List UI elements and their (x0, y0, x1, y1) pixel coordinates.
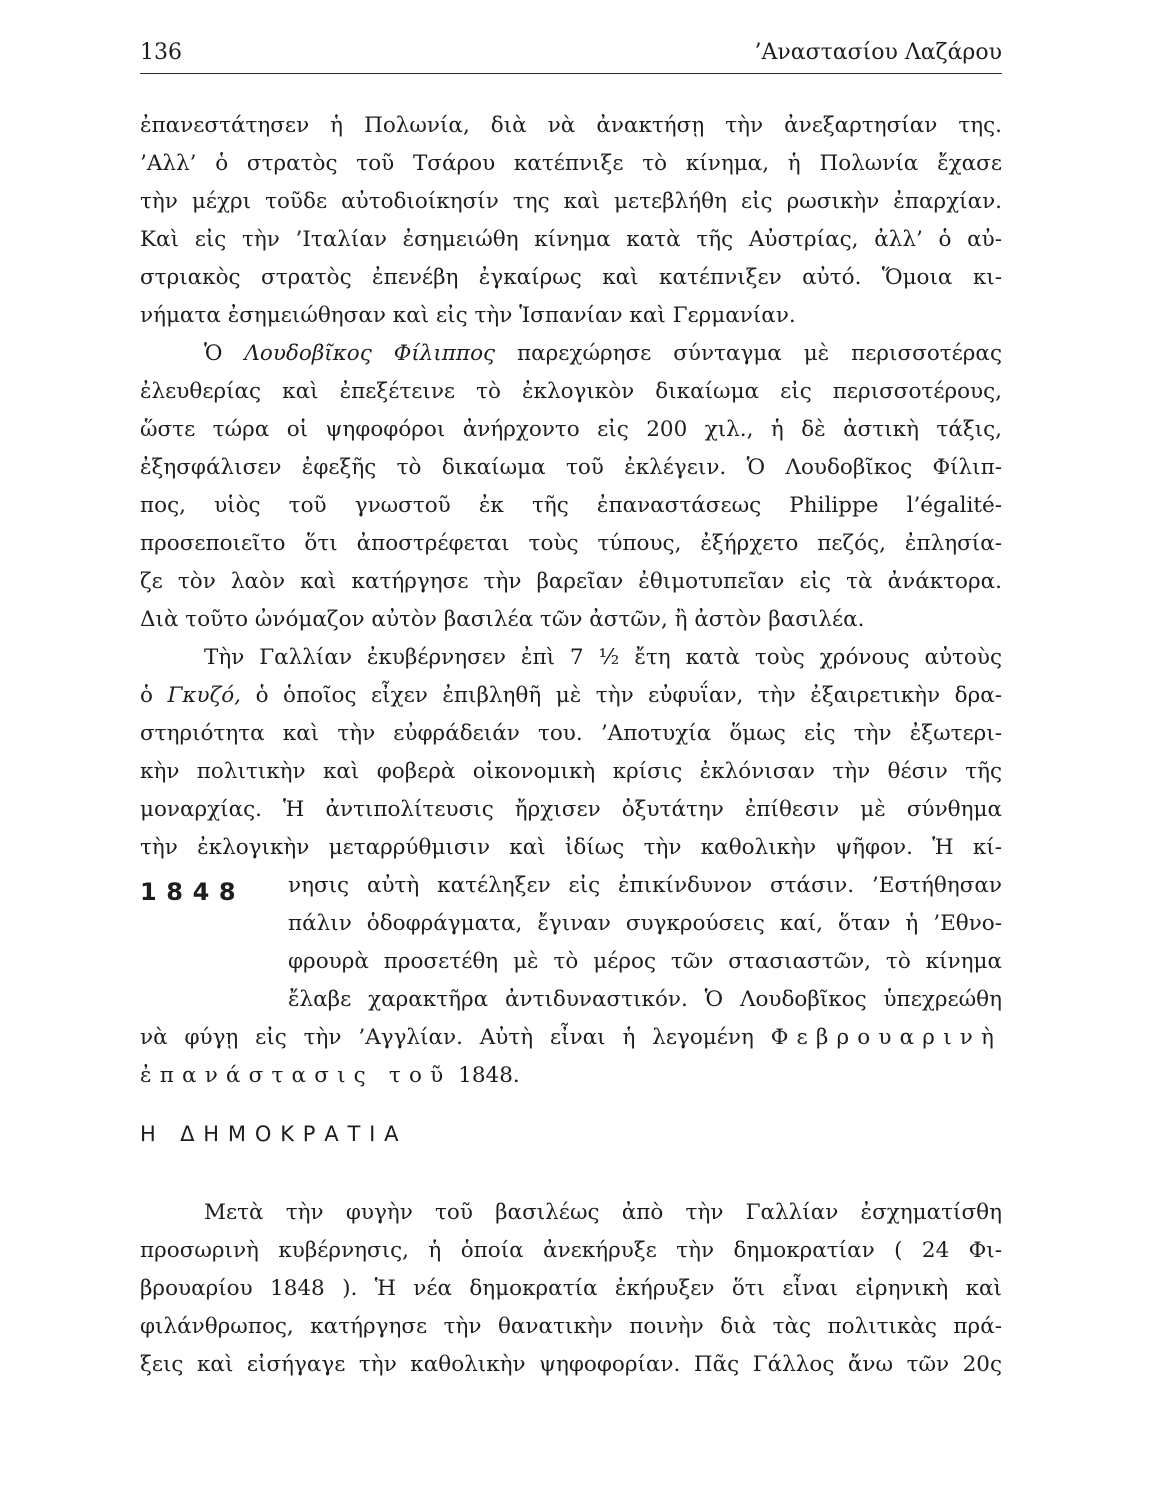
text-line (140, 1019, 1002, 1057)
spaced-term: ἐπανάστασις τοῦ (140, 1063, 452, 1088)
text-line: ἐλευθερίας καὶ ἐπεξέτεινε τὸ ἐκλογικὸν δικαίωμα εἰς περισσοτέρους, (140, 379, 1002, 404)
running-title: ’Αναστασίου Λαζάρου (754, 40, 1002, 65)
text-line: προσεποιεῖτο ὅτι ἀποστρέφεται τοὺς τύπους, ἐξήρχετο πεζός, ἐπλησία- (140, 531, 1002, 556)
text-line: ξεις καὶ εἰσήγαγε τὴν καθολικὴν ψηφοφορίαν. Πᾶς Γάλλος ἄνω τῶν 20ς (140, 1352, 1002, 1377)
text-line: νησις αὐτὴ κατέληξεν εἰς ἐπικίνδυνον στάσιν. ’Εστήθησαν (288, 873, 1002, 898)
text-line: μοναρχίας. Ἡ ἀντιπολίτευσις ἤρχισεν ὀξυτάτην ἐπίθεσιν μὲ σύνθημα (140, 797, 1002, 822)
section-heading: Η ΔΗΜΟΚΡΑΤΙΑ (140, 1122, 408, 1146)
text-span: Ὁ (204, 341, 223, 366)
text-span: νὰ φύγῃ εἰς τὴν ’Αγγλίαν. Αὐτὴ εἶναι ἡ λεγομένη (140, 1025, 754, 1050)
text-line: πάλιν ὁδοφράγματα, ἔγιναν συγκρούσεις καί, ὅταν ἡ ’Εθνο- (288, 911, 1002, 936)
text-span: ὁ ὁποῖος εἶχεν ἐπιβληθῆ μὲ τὴν εὐφυΐαν, τὴν ἐξαιρετικὴν δρα- (255, 683, 1002, 708)
body-text-upper (140, 107, 1002, 1095)
body-text-lower (140, 1194, 1002, 1384)
text-line: Καὶ εἰς τὴν ’Ιταλίαν ἐσημειώθη κίνημα κατὰ τῆς Αὐστρίας, ἀλλ’ ὁ αὐ- (140, 227, 1002, 252)
text-line: κὴν πολιτικὴν καὶ φοβερὰ οἰκονομικὴ κρίσις ἐκλόνισαν τὴν θέσιν τῆς (140, 759, 1002, 784)
text-line: στριακὸς στρατὸς ἐπενέβη ἐγκαίρως καὶ κατέπνιξεν αὐτό. Ὅμοια κι- (140, 265, 1002, 290)
spaced-term: Φεβρουαρινὴ (770, 1025, 1002, 1050)
text-line: φρουρὰ προσετέθη μὲ τὸ μέρος τῶν στασιαστῶν, τὸ κίνημα (288, 949, 1002, 974)
paragraph-first-line: Τὴν Γαλλίαν ἐκυβέρνησεν ἐπὶ 7 ½ ἔτη κατὰ τοὺς χρόνους αὐτοὺς (204, 645, 1002, 670)
text-line: νήματα ἐσημειώθησαν καὶ εἰς τὴν Ἱσπανίαν καὶ Γερμανίαν. (140, 303, 796, 328)
paragraph-first-line (140, 335, 1002, 373)
text-line: Διὰ τοῦτο ὠνόμαζον αὐτὸν βασιλέα τῶν ἀστῶν, ἢ ἀστὸν βασιλέα. (140, 607, 865, 632)
text-line: ὥστε τώρα οἱ ψηφοφόροι ἀνήρχοντο εἰς 200 χιλ., ἡ δὲ ἀστικὴ τάξις, (140, 417, 1002, 442)
text-line: τὴν μέχρι τοῦδε αὐτοδιοίκησίν της καὶ μετεβλήθη εἰς ρωσικὴν ἐπαρχίαν. (140, 189, 1002, 214)
text-span: ὁ (140, 683, 153, 708)
text-line: ἐξησφάλισεν ἐφεξῆς τὸ δικαίωμα τοῦ ἐκλέγειν. Ὁ Λουδοβῖκος Φίλιπ- (140, 455, 1002, 480)
text-line: στηριότητα καὶ τὴν εὐφράδειάν του. ’Αποτυχία ὅμως εἰς τὴν ἐξωτερι- (140, 721, 1002, 746)
text-line (140, 677, 1002, 715)
text-line: ἐπανεστάτησεν ἡ Πολωνία, διὰ νὰ ἀνακτήσῃ τὴν ἀνεξαρτησίαν της. (140, 113, 1002, 138)
text-line: προσωρινὴ κυβέρνησις, ἡ ὁποία ἀνεκήρυξε τὴν δημοκρατίαν ( 24 Φι- (140, 1238, 1002, 1263)
text-line: φιλάνθρωπος, κατήργησε τὴν θανατικὴν ποινὴν διὰ τὰς πολιτικὰς πρά- (140, 1314, 1002, 1339)
text-line: τὴν ἐκλογικὴν μεταρρύθμισιν καὶ ἰδίως τὴν καθολικὴν ψῆφον. Ἡ κί- (140, 835, 1002, 860)
paragraph-first-line: Μετὰ τὴν φυγὴν τοῦ βασιλέως ἀπὸ τὴν Γαλλίαν ἐσχηματίσθη (204, 1200, 1002, 1225)
page-number: 136 (140, 40, 182, 65)
text-span: 1848. (458, 1063, 520, 1088)
person-name-italic: Γκυζό, (167, 683, 242, 708)
text-span: παρεχώρησε σύνταγμα μὲ περισσοτέρας (516, 341, 1002, 366)
text-line: ἔλαβε χαρακτῆρα ἀντιδυναστικόν. Ὁ Λουδοβῖκος ὑπεχρεώθη (288, 987, 1002, 1012)
person-name-italic: Λουδοβῖκος Φίλιππος (244, 341, 496, 366)
header-rule (140, 73, 1002, 74)
text-line: ’Αλλ’ ὁ στρατὸς τοῦ Τσάρου κατέπνιξε τὸ κίνημα, ἡ Πολωνία ἔχασε (140, 151, 1002, 176)
text-line (140, 1057, 1002, 1095)
margin-year-note: 1848 (140, 878, 246, 906)
text-line: ζε τὸν λαὸν καὶ κατήργησε τὴν βαρεῖαν ἐθιμοτυπεῖαν εἰς τὰ ἀνάκτορα. (140, 569, 1002, 594)
text-line: βρουαρίου 1848 ). Ἡ νέα δημοκρατία ἐκήρυξεν ὅτι εἶναι εἰρηνικὴ καὶ (140, 1276, 1002, 1301)
text-line: πος, υἱὸς τοῦ γνωστοῦ ἐκ τῆς ἐπαναστάσεως Philippe l’égalité- (140, 493, 1002, 518)
page-header (140, 40, 1002, 72)
